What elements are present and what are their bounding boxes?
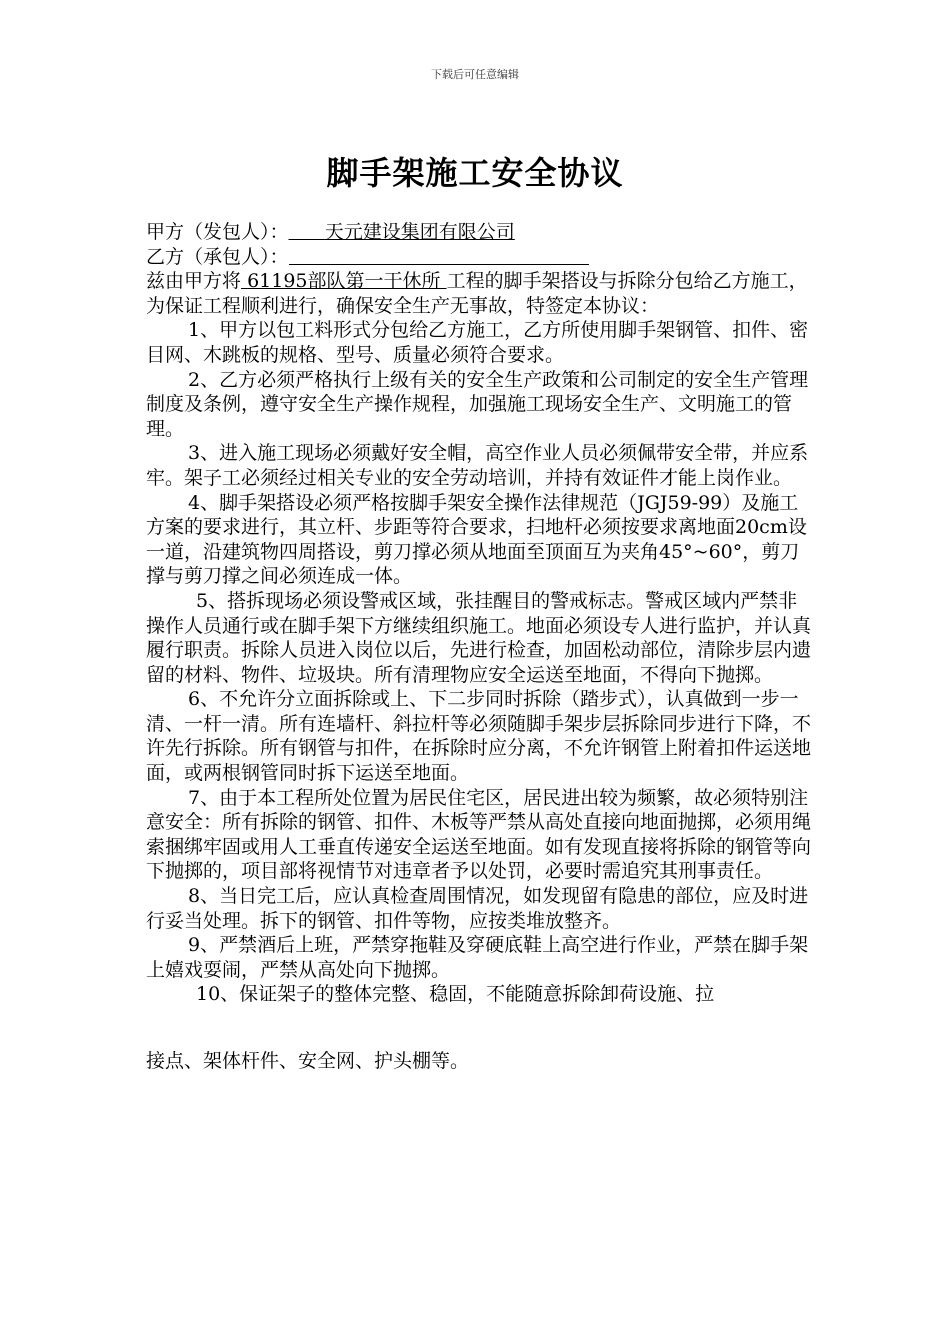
clause-gap	[146, 1007, 816, 1049]
clause-3: 3、进入施工现场必须戴好安全帽，高空作业人员必须佩带安全带，并应系牢。架子工必须经过相关专业的安全劳动培训，并持有效证件才能上岗作业。	[146, 442, 809, 489]
header-note: 下载后可任意编辑	[431, 68, 519, 81]
clause-10-first: 10、保证架子的整体完整、稳固，不能随意拆除卸荷设施、拉	[196, 983, 715, 1006]
party-a-line	[146, 220, 816, 245]
intro-paragraph	[146, 269, 816, 318]
clause-6: 6、不允许分立面拆除或上、下二步同时拆除（踏步式），认真做到一步一清、一杆一清。所有连墙杆、斜拉杆等必须随脚手架步层拆除同步进行下降，不许先行拆除。所有钢管与扣件，在拆除时应分离，不允许钢管上附着扣件运送地面，或两根钢管同时拆下运送至地面。	[146, 688, 812, 785]
clause-2: 2、乙方必须严格执行上级有关的安全生产政策和公司制定的安全生产管理制度及条例，遵守安全生产操作规程，加强施工现场安全生产、文明施工的管理。	[146, 368, 809, 440]
clause-10-second: 接点、架体杆件、安全网、护头棚等。	[146, 1050, 470, 1072]
intro-project: 61195部队第一干休所	[247, 270, 441, 293]
document-title: 脚手架施工安全协议	[326, 154, 624, 192]
party-b-line	[146, 245, 816, 270]
clause-4: 4、脚手架搭设必须严格按脚手架安全操作法律规范（JGJ59-99）及施工方案的要求进行，其立杆、步距等符合要求，扫地杆必须按要求离地面20cm设一道，沿建筑物四周搭设，剪刀撑必须从地面至顶面互为夹角45°~60°，剪刀撑与剪刀撑之间必须连成一体。	[146, 491, 807, 588]
party-b-blank	[289, 246, 589, 265]
intro-after: 工程的脚手架搭设与拆除分包给乙方施工，为保证工程顺利进行，确保安全生产无事故，特签定本协议：	[146, 270, 808, 317]
clause-1: 1、甲方以包工料形式分包给乙方施工，乙方所使用脚手架钢管、扣件、密目网、木跳板的规格、型号、质量必须符合要求。	[146, 319, 809, 366]
clause-7: 7、由于本工程所处位置为居民住宅区，居民进出较为频繁，故必须特别注意安全：所有拆除的钢管、扣件、木板等严禁从高处直接向地面抛掷，必须用绳索捆绑牢固或用人工垂直传递安全运送至地面。如有发现直接将拆除的钢管等向下抛掷的，项目部将视情节对违章者予以处罚，必要时需追究其刑事责任。	[146, 786, 812, 883]
intro-before: 兹由甲方将	[146, 270, 242, 293]
clause-9: 9、严禁酒后上班，严禁穿拖鞋及穿硬底鞋上高空进行作业，严禁在脚手架上嬉戏耍闹，严禁从高处向下抛掷。	[146, 934, 809, 981]
clause-5: 5、搭拆现场必须设警戒区域，张挂醒目的警戒标志。警戒区域内严禁非操作人员通行或在脚手架下方继续组织施工。地面必须设专人进行监护，并认真履行职责。拆除人员进入岗位以后，先进行检查，加固松动部位，清除步层内遗留的材料、物件、垃圾块。所有清理物应安全运送至地面，不得向下抛掷。	[146, 589, 812, 686]
clause-8: 8、当日完工后，应认真检查周围情况，如发现留有隐患的部位，应及时进行妥当处理。拆下的钢管、扣件等物，应按类堆放整齐。	[146, 885, 809, 932]
document-body	[146, 220, 816, 1074]
party-b-label: 乙方（承包人）：	[146, 245, 289, 268]
party-a-label: 甲方（发包人）：	[146, 221, 289, 243]
party-a-value: 天元建设集团有限公司	[324, 221, 515, 243]
